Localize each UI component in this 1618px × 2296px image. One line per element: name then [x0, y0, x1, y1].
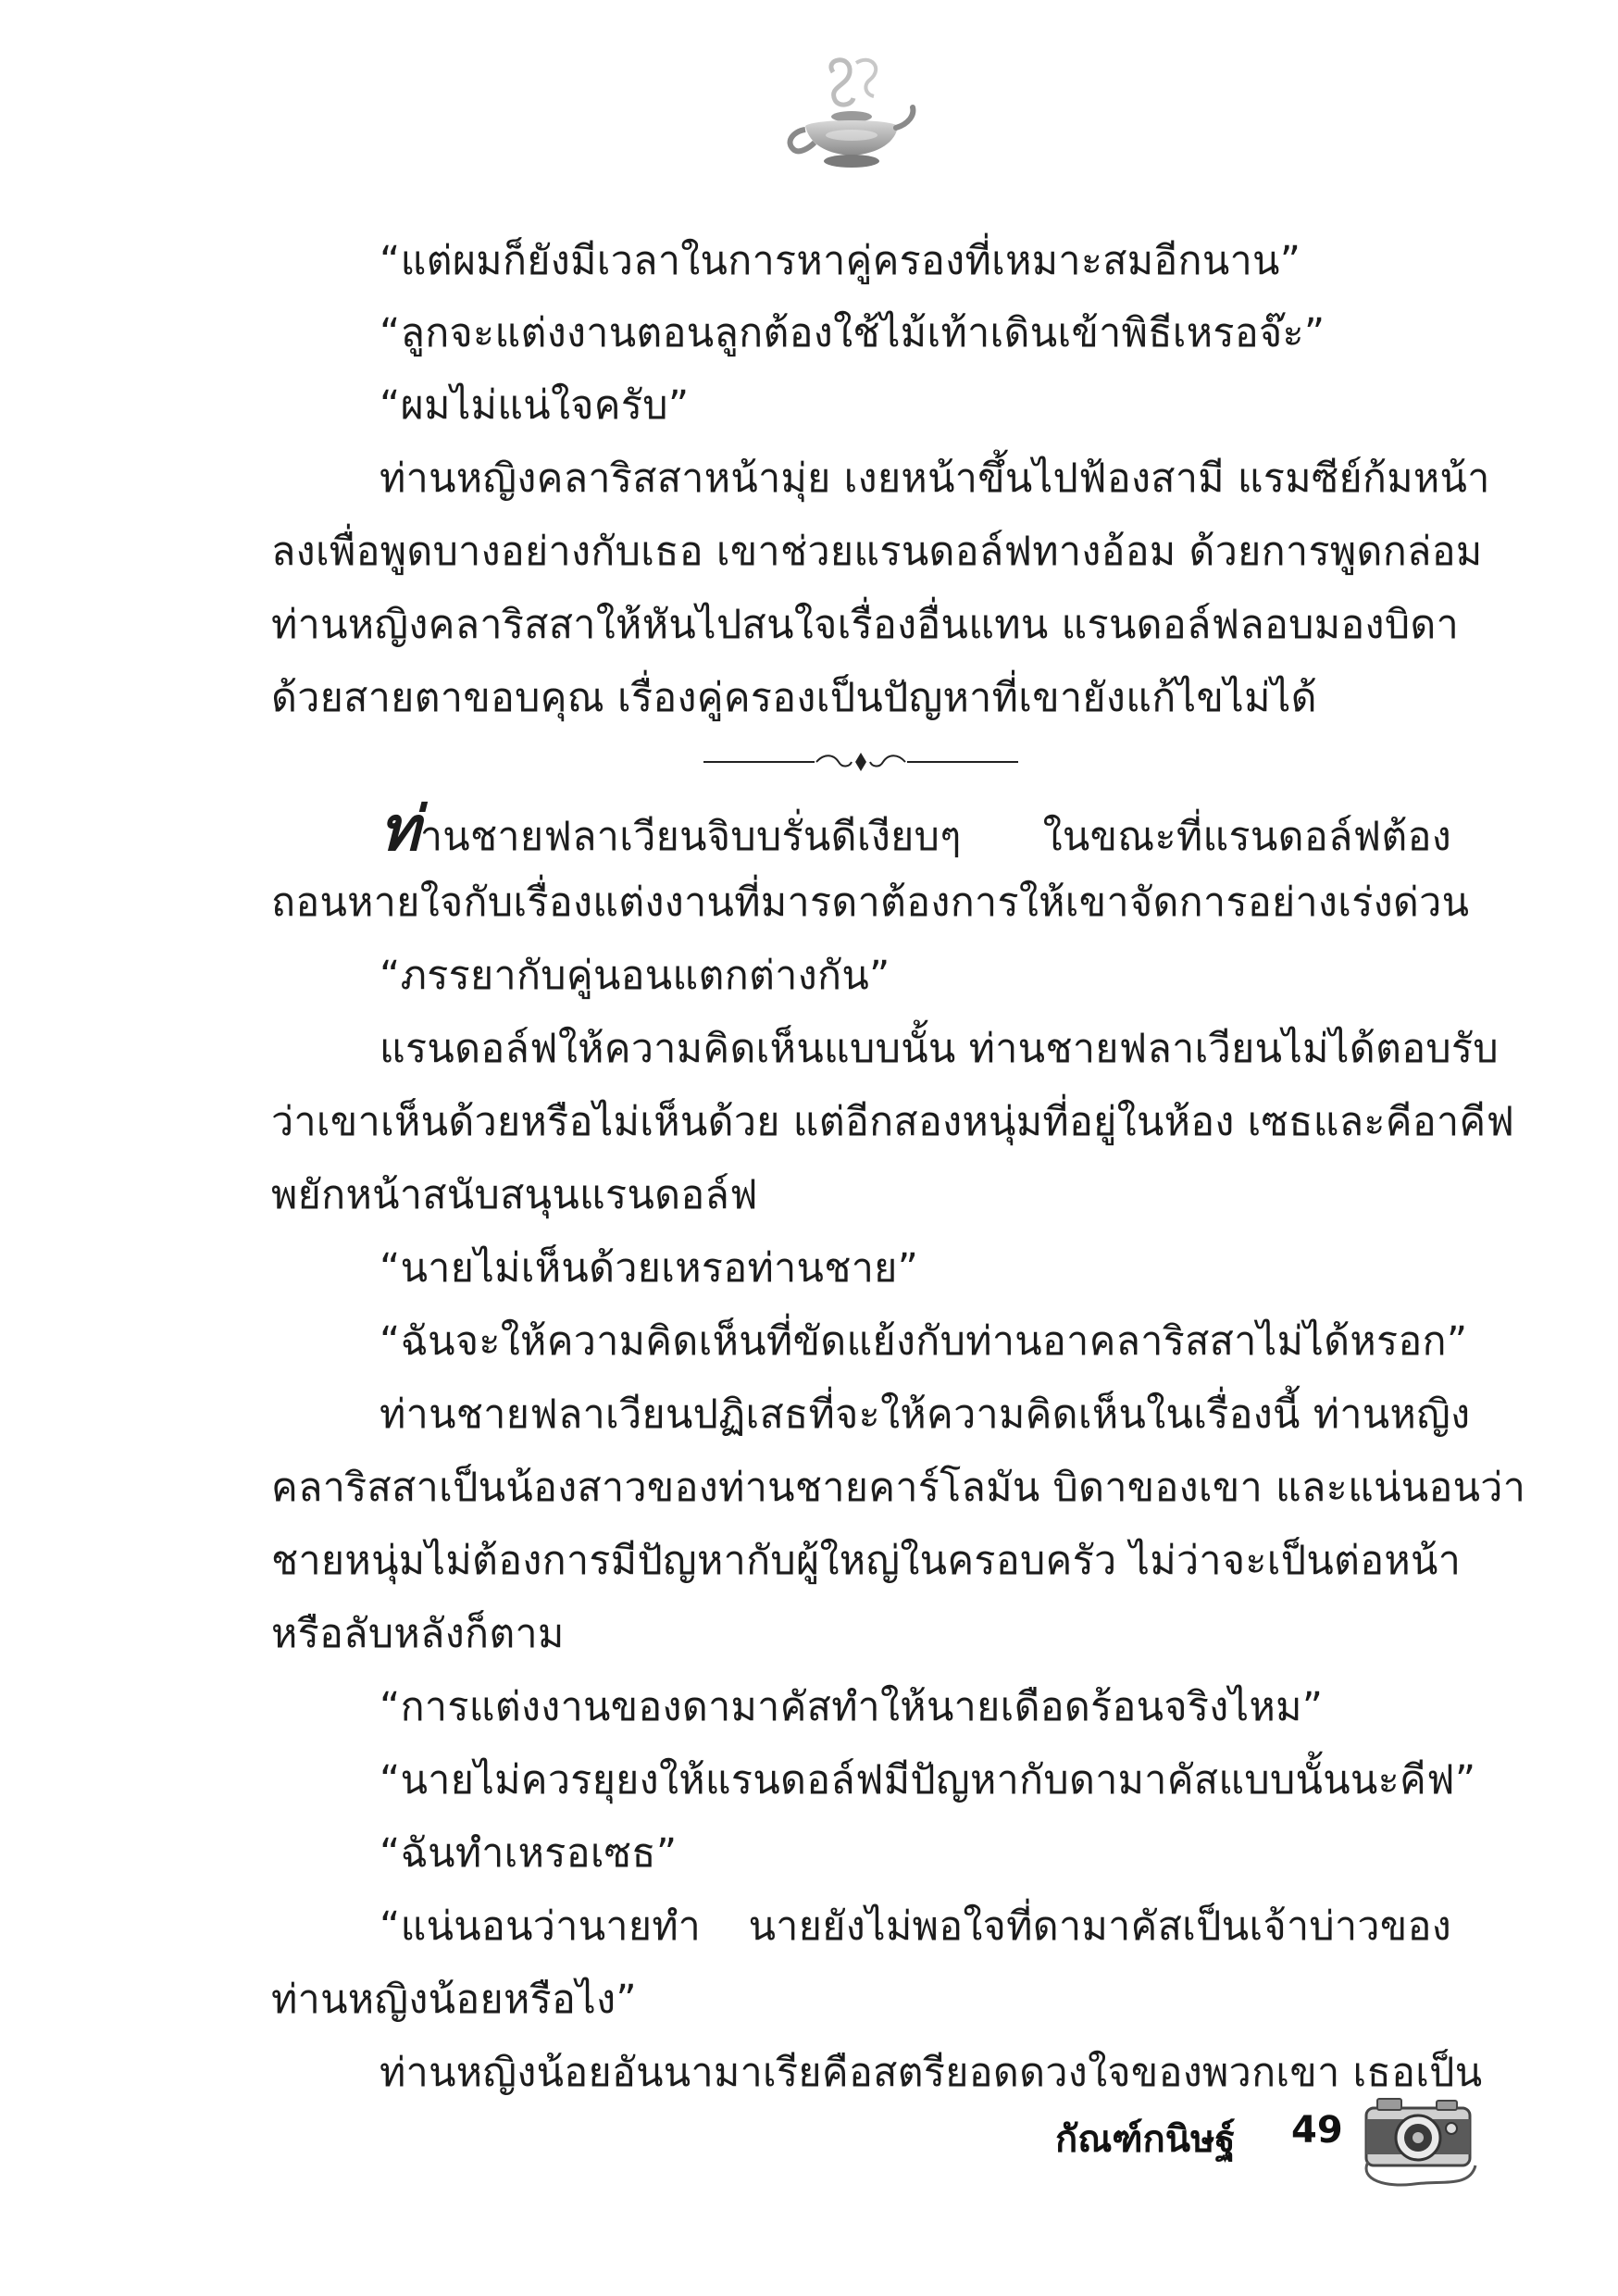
paragraph-line: “ลูกจะแต่งงานตอนลูกต้องใช้ไม้เท้าเดินเข้าพิธีเหรอจ๊ะ”: [380, 310, 1326, 356]
paragraph-line: คลาริสสาเป็นน้องสาวของท่านชายคาร์โลมัน บิดาของเขา และแน่นอนว่า: [271, 1465, 1526, 1511]
paragraph-line: ถอนหายใจกับเรื่องแต่งงานที่มารดาต้องการให้เขาจัดการอย่างเร่งด่วน: [271, 880, 1470, 926]
paragraph-line: ชายหนุ่มไม่ต้องการมีปัญหากับผู้ใหญ่ในครอบครัว ไม่ว่าจะเป็นต่อหน้า: [271, 1538, 1462, 1584]
paragraph-line: “การแต่งงานของดามาคัสทำให้นายเดือดร้อนจริงไหม”: [380, 1684, 1324, 1730]
paragraph-line: “ภรรยากับคู่นอนแตกต่างกัน”: [380, 953, 890, 999]
paragraph-line: “ผมไม่แน่ใจครับ”: [380, 382, 690, 429]
section-divider-ornament: [703, 748, 1018, 776]
paragraph-line: “ฉันจะให้ความคิดเห็นที่ขัดแย้งกับท่านอาคลาริสสาไม่ได้หรอก”: [380, 1318, 1468, 1365]
camera-icon: [1359, 2088, 1479, 2190]
paragraph-line: ท่านหญิงน้อยหรือไง”: [271, 1977, 637, 2023]
paragraph-line: แรนดอล์ฟให้ความคิดเห็นแบบนั้น ท่านชายฟลาเวียนไม่ได้ตอบรับ: [380, 1026, 1499, 1072]
paragraph-line-rest: านชายฟลาเวียนจิบบรั่นดีเงียบๆ ในขณะที่แรนดอล์ฟต้อง: [419, 814, 1451, 860]
paragraph-line: ท่านหญิงน้อยอันนามาเรียคือสตรียอดดวงใจของพวกเขา เธอเป็น: [380, 2050, 1483, 2096]
paragraph-line-dropcap: [380, 793, 1451, 865]
paragraph-line: “นายไม่ควรยุยงให้แรนดอล์ฟมีปัญหากับดามาคัสแบบนั้นนะคีฟ”: [380, 1757, 1476, 1803]
genie-lamp-icon: [778, 54, 916, 174]
paragraph-line: “แน่นอนว่านายทำ นายยังไม่พอใจที่ดามาคัสเป็นเจ้าบ่าวของ: [380, 1903, 1451, 1950]
paragraph-line: “นายไม่เห็นด้วยเหรอท่านชาย”: [380, 1245, 919, 1292]
paragraph-line: ท่านหญิงคลาริสสาให้หันไปสนใจเรื่องอื่นแทน แรนดอล์ฟลอบมองบิดา: [271, 602, 1460, 648]
paragraph-line: ลงเพื่อพูดบางอย่างกับเธอ เขาช่วยแรนดอล์ฟทางอ้อม ด้วยการพูดกล่อม: [271, 529, 1483, 575]
book-title: กัณฑ์กนิษฐ์: [1055, 2118, 1236, 2161]
paragraph-line: ว่าเขาเห็นด้วยหรือไม่เห็นด้วย แต่อีกสองหนุ่มที่อยู่ในห้อง เซธและคีอาคีฟ: [271, 1099, 1515, 1145]
paragraph-line: พยักหน้าสนับสนุนแรนดอล์ฟ: [271, 1172, 758, 1218]
drop-cap: ท่: [380, 793, 420, 865]
paragraph-line: “แต่ผมก็ยังมีเวลาในการหาคู่ครองที่เหมาะสมอีกนาน”: [380, 238, 1301, 284]
paragraph-line: ท่านหญิงคลาริสสาหน้ามุ่ย เงยหน้าขึ้นไปฟ้องสามี แรมซีย์ก้มหน้า: [380, 455, 1490, 502]
page-number: 49: [1291, 2109, 1343, 2152]
paragraph-line: ท่านชายฟลาเวียนปฏิเสธที่จะให้ความคิดเห็นในเรื่องนี้ ท่านหญิง: [380, 1391, 1471, 1438]
paragraph-line: “ฉันทำเหรอเซธ”: [380, 1830, 678, 1877]
paragraph-line: หรือลับหลังก็ตาม: [271, 1611, 565, 1657]
paragraph-line: ด้วยสายตาขอบคุณ เรื่องคู่ครองเป็นปัญหาที่เขายังแก้ไขไม่ได้: [271, 675, 1317, 721]
